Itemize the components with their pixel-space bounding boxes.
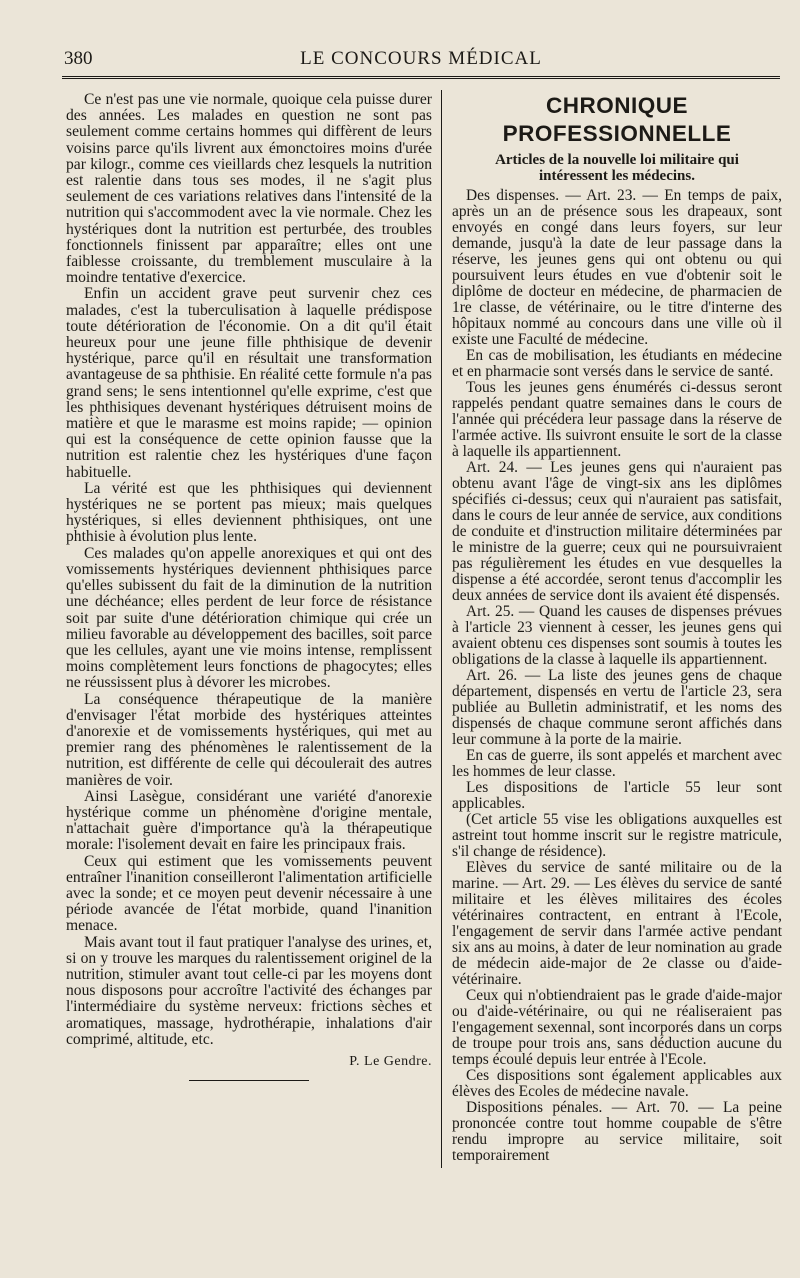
paragraph: Dispositions pénales. — Art. 70. — La peine prononcée contre tout homme coupable de s'être rendu impropre au service militaire, soit temporairement (452, 1099, 782, 1164)
paragraph: Ces dispositions sont également applicables aux élèves des Ecoles de médecine navale. (452, 1067, 782, 1100)
author-signature: P. Le Gendre. (349, 1053, 432, 1069)
paragraph: Ceux qui n'obtiendraient pas le grade d'aide-major ou d'aide-vétérinaire, ou qui ne réaliseraient pas l'engagement sexennal, sont incorporés dans un corps de troupe pour trois ans, sans déduction aucune du temps écoulé depuis leur entrée à l'Ecole. (452, 987, 782, 1068)
left-column (66, 92, 432, 1081)
paragraph: Elèves du service de santé militaire ou de la marine. — Art. 29. — Les élèves du service de santé militaire et les élèves militaires des écoles vétérinaires contractent, en entrant à l'Ecole, l'engagement de servir dans l'armée active pendant six ans au moins, à dater de leur nomination au grade de médecin aide-major de 2e classe ou d'aide-vétérinaire. (452, 859, 782, 988)
paragraph: Les dispositions de l'article 55 leur sont applicables. (452, 779, 782, 812)
paragraph: Art. 25. — Quand les causes de dispenses prévues à l'article 23 viennent à cesser, les jeunes gens qui avaient obtenu ces dispenses sont soumis à toutes les obligations de la classe à laquelle ils appartiennent. (452, 603, 782, 668)
paragraph: En cas de guerre, ils sont appelés et marchent avec les hommes de leur classe. (452, 747, 782, 780)
paragraph: Mais avant tout il faut pratiquer l'analyse des urines, et, si on y trouve les marques du ralentissement originel de la nutrition, stimuler avant tout celle-ci par les moyens dont nous disposons pour accroître l'activité des échanges par l'intermédiaire du système nerveux: frictions sèches et aromatiques, massage, hydrothérapie, inhalations d'air comprimé, altitude, etc. (66, 933, 432, 1048)
page-number: 380 (64, 48, 93, 69)
article-heading-line: Articles de la nouvelle loi militaire qui (495, 152, 739, 168)
paragraph: Art. 24. — Les jeunes gens qui n'auraient pas obtenu avant l'âge de vingt-six ans les diplômes spécifiés ci-dessus; ceux qui n'auraient pas satisfait, dans le cours de leur année de service, aux conditions de conduite et d'instruction militaire déterminées par le ministre de la guerre; ceux qui ne poursuivraient pas régulièrement les études en vue desquelles la dispense a été accordée, seront tenus d'accomplir les deux années de service dont ils avaient été dispensés. (452, 459, 782, 604)
paragraph: La vérité est que les phthisiques qui deviennent hystériques ne se portent pas mieux; mais quelques hystériques, si elles deviennent phthisiques, ont une phthisie à évolution plus lente. (66, 479, 432, 546)
end-rule (189, 1080, 309, 1081)
header-rule (62, 76, 780, 79)
article-heading (452, 152, 782, 184)
paragraph: Ceux qui estiment que les vomissements peuvent entraîner l'inanition conseilleront l'alimentation artificielle avec la sonde; et ce moyen peut devenir nécessaire à une période avancée de l'état morbide, quand l'inanition menace. (66, 852, 432, 935)
paragraph: Ainsi Lasègue, considérant une variété d'anorexie hystérique comme un phénomène d'origine mentale, n'attachait guère d'importance qu'à la thérapeutique morale: l'isolement devait en faire les principaux frais. (66, 787, 432, 854)
running-head: LE CONCOURS MÉDICAL (300, 48, 542, 69)
paragraph: Enfin un accident grave peut survenir chez ces malades, c'est la tuberculisation à laquelle prédispose toute détérioration de l'économie. On a dit qu'il était heureux pour une jeune fille phthisique de devenir hystérique, parce qu'il en résultait une transformation avantageuse de sa phthisie. En réalité cette formule n'a pas grand sens; le sens intentionnel qu'elle exprime, c'est que les phthisiques devenant hystériques détruisent moins de matière et que le marasme est moins rapide; — opinion qui est la conséquence de cette opinion fausse que la nutrition est ralentie chez les hystériques d'une façon habituelle. (66, 285, 432, 481)
paragraph: En cas de mobilisation, les étudiants en médecine et en pharmacie sont versés dans le service de santé. (452, 347, 782, 380)
paragraph: Des dispenses. — Art. 23. — En temps de paix, après un an de présence sous les drapeaux, sont envoyés en congé dans leurs foyers, sur leur demande, jusqu'à la date de leur passage dans la réserve, les jeunes gens qui ont obtenu ou qui poursuivent leurs études en vue d'obtenir soit le diplôme de docteur en médecine, de pharmacien de 1re classe, de vétérinaire, ou le titre d'interne des hôpitaux nommé au concours dans une ville où il existe une Faculté de médecine. (452, 187, 782, 348)
paragraph: La conséquence thérapeutique de la manière d'envisager l'état morbide des hystériques atteintes d'anorexie et de vomissements hystériques, qui met au premier rang des phénomènes le ralentissement de la nutrition, est différente de celle qui découlerait des autres manières de voir. (66, 690, 432, 789)
paragraph: Ces malades qu'on appelle anorexiques et qui ont des vomissements hystériques deviennent phthisiques parce qu'elles subissent du fait de la diminution de la nutrition une déchéance; elles perdent de leur force de résistance soit par suite d'une détérioration chimique qui crée un milieu favorable au développement des bacilles, soit parce que les cellules, ayant une vie moins intense, remplissent moins complètement leurs fonctions de phagocytes; elles ne réussissent plus à dévorer les microbes. (66, 544, 432, 692)
right-column (452, 92, 782, 1164)
section-title: CHRONIQUE PROFESSIONNELLE (502, 93, 732, 146)
page-header (62, 44, 780, 74)
paragraph: Art. 26. — La liste des jeunes gens de chaque département, dispensés en vertu de l'article 23, sera publiée au Bulletin administratif, et les noms des dispensés de chaque commune seront affichés dans leur commune à la porte de la mairie. (452, 667, 782, 748)
paragraph: (Cet article 55 vise les obligations auxquelles est astreint tout homme inscrit sur le registre matricule, s'il change de résidence). (452, 811, 782, 860)
article-heading-line: intéressent les médecins. (539, 168, 695, 184)
paragraph: Tous les jeunes gens énumérés ci-dessus seront rappelés pendant quatre semaines dans le cours de l'année qui précédera leur passage dans la réserve de l'armée active. Ils suivront ensuite le sort de la classe à laquelle ils appartiennent. (452, 379, 782, 460)
column-divider (441, 90, 442, 1168)
paragraph: Ce n'est pas une vie normale, quoique cela puisse durer des années. Les malades en question ne sont pas seulement comme certains hommes qui diffèrent de leurs voisins parce qu'ils livrent aux émonctoires moins d'urée par kilogr., comme ces vieillards chez lesquels la nutrition est ralentie dans tous ses modes, il ne s'agit plus seulement de ces variations relatives dans l'intensité de la nutrition qui s'accommodent avec la vie normale. Chez les hystériques dont la nutrition est perturbée, des troubles fonctionnels finissent par apparaître; elles ont une faiblesse croissante, du tremblement musculaire à la moindre tentative d'exercice. (66, 91, 432, 287)
